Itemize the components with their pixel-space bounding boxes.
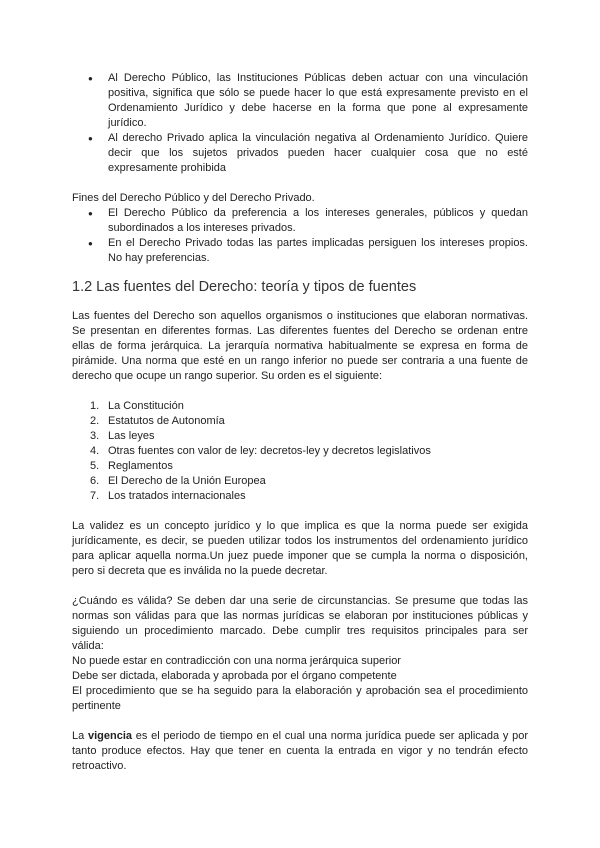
bullet-list-fines	[72, 206, 528, 266]
list-number: 1.	[90, 400, 100, 412]
vigencia-rest: es el periodo de tiempo en el cual una norma jurídica puede ser aplicada y por tanto produce efectos. Hay que tener en cuenta la entrada en vigor y no tendrán efecto retroactivo.	[72, 730, 528, 772]
list-item: ● El Derecho Público da preferencia a los intereses generales, públicos y quedan subordinados a los intereses privados.	[72, 206, 528, 236]
list-item	[72, 399, 528, 414]
list-item	[72, 414, 528, 429]
requisito-line: No puede estar en contradicción con una norma jerárquica superior	[72, 655, 401, 667]
list-item: ● En el Derecho Privado todas las partes implicadas persiguen los intereses propios. No hay preferencias.	[72, 236, 528, 266]
vigencia-term: vigencia	[87, 730, 132, 742]
list-number: 7.	[90, 490, 100, 502]
list-text: Estatutos de Autonomía	[108, 415, 225, 427]
list-text: Reglamentos	[108, 460, 173, 472]
bullet-list-vinculacion	[72, 71, 528, 176]
list-number: 2.	[90, 415, 100, 427]
paragraph-fuentes: Las fuentes del Derecho son aquellos organismos o instituciones que elaboran normativas. Se presentan en diferentes formas. Las diferentes fuentes del Derecho se ordenan entre ellas de forma jerárquica. La jerarquía normativa habitualmente se expresa en forma de pirámide. Una norma que esté en un rango inferior no puede ser contraria a una fuente de derecho que ocupe un rango superior. Su orden es el siguiente:	[72, 310, 528, 382]
list-number: 5.	[90, 460, 100, 472]
list-text: La Constitución	[108, 400, 184, 412]
list-number: 3.	[90, 430, 100, 442]
list-text: Los tratados internacionales	[108, 490, 246, 502]
paragraph-validez: La validez es un concepto jurídico y lo que implica es que la norma puede ser exigida jurídicamente, es decir, se pueden utilizar todos los instrumentos del ordenamiento jurídico para aplicar aquella norma.Un juez puede imponer que se cumpla la norma o disposición, pero si decreta que es inválida no la puede decretar.	[72, 520, 528, 577]
requisito-line: Debe ser dictada, elaborada y aprobada por el órgano competente	[72, 670, 397, 682]
list-number: 4.	[90, 445, 100, 457]
list-text: El Derecho de la Unión Europea	[108, 475, 266, 487]
vigencia-lead: La	[72, 730, 88, 742]
requisito-line: El procedimiento que se ha seguido para la elaboración y aprobación sea el procedimiento pertinente	[72, 685, 528, 712]
list-item	[72, 459, 528, 474]
list-number: 6.	[90, 475, 100, 487]
list-item: ● Al derecho Privado aplica la vinculación negativa al Ordenamiento Jurídico. Quiere decir que los sujetos privados pueden hacer cualquier cosa que no esté expresamente prohibida	[72, 131, 528, 176]
paragraph-vigencia	[72, 729, 528, 774]
fines-heading: Fines del Derecho Público y del Derecho Privado.	[72, 192, 315, 204]
hierarchy-list	[72, 399, 528, 504]
list-item	[72, 444, 528, 459]
section-title: 1.2 Las fuentes del Derecho: teoría y tipos de fuentes	[72, 279, 417, 295]
paragraph-cuando: ¿Cuándo es válida? Se deben dar una serie de circunstancias. Se presume que todas las normas son válidas para que las normas jurídicas se elaboran por instituciones públicas y siguiendo un procedimiento marcado. Debe cumplir tres requisitos principales para ser válida:	[72, 595, 528, 652]
document-body	[72, 71, 528, 774]
list-item	[72, 474, 528, 489]
list-item: ● Al Derecho Público, las Instituciones Públicas deben actuar con una vinculación positiva, significa que sólo se puede hacer lo que está expresamente previsto en el Ordenamiento Jurídico y debe hacerse en la forma que pone al expresamente jurídico.	[72, 71, 528, 131]
list-item	[72, 489, 528, 504]
list-text: Las leyes	[108, 430, 155, 442]
list-text: Otras fuentes con valor de ley: decretos-ley y decretos legislativos	[108, 445, 431, 457]
list-item	[72, 429, 528, 444]
